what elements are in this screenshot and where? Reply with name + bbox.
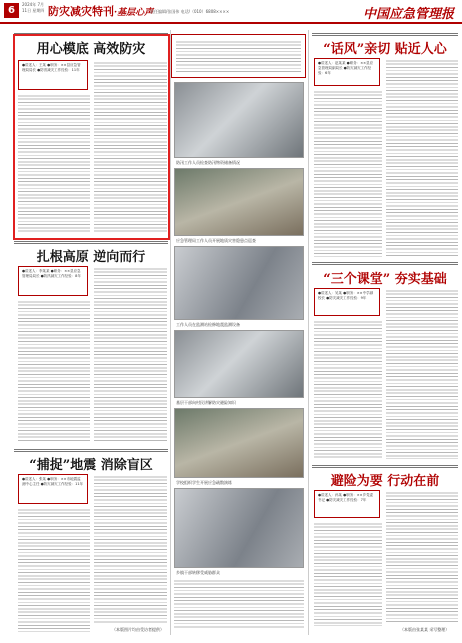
section-name: 防灾减灾特刊	[48, 5, 114, 18]
article-title: “捕捉”地震 消除盲区	[29, 458, 153, 473]
page-header	[0, 0, 462, 24]
article-note: （本版图片均由受访者提供）	[112, 627, 164, 632]
article-title: “话风”亲切 贴近人心	[323, 42, 447, 57]
page-number: 6	[4, 3, 19, 18]
photo-caption: 应急管理局工作人员开展地质灾害隐患点巡查	[176, 238, 256, 243]
editor-line: 责任编辑/张国伟 电话/（010）6808××××	[150, 9, 230, 14]
article-body	[18, 299, 90, 441]
title-rule	[312, 262, 458, 266]
photo-caption: 乡镇干部转移受威胁群众	[176, 570, 220, 575]
speaker-tag: ●讲述人：赵某某 ●职务：××县应急管理局副局长 ●防灾减灾工作经验：6年	[314, 58, 380, 86]
speaker-tag: ●讲述人：吴某 ●职务：××中学副校长 ●防灾减灾工作经验：9年	[314, 288, 380, 316]
article-body	[94, 474, 167, 624]
column-divider	[308, 30, 309, 635]
highlight-box	[13, 34, 170, 240]
article-body	[386, 288, 458, 459]
section-title	[48, 3, 153, 19]
article-body	[314, 89, 382, 257]
title-rule	[312, 465, 458, 469]
title-rule	[312, 33, 458, 37]
article-body	[314, 521, 382, 626]
photo-caption: 学校组织学生开展应急疏散演练	[176, 480, 232, 485]
photo	[174, 488, 304, 568]
section-subtitle: ·基层心声	[114, 8, 154, 18]
article-body	[386, 490, 458, 624]
article-body	[18, 507, 90, 632]
article-title: 避险为要 行动在前	[330, 474, 440, 489]
photo	[174, 246, 304, 320]
title-rule	[14, 449, 168, 453]
title-rule	[14, 241, 168, 245]
photo-caption: 工作人员在监测站检修地震监测设备	[176, 322, 240, 327]
article-title: “三个课堂” 夯实基础	[323, 272, 447, 287]
editor-note-box	[171, 34, 306, 78]
photo-caption: 基层干部向村民讲解防灾避险知识	[176, 400, 236, 405]
speaker-tag: ●讲述人：李某某 ●职务：××县应急管理局局长 ●防汛减灾工作经验：8年	[18, 266, 88, 296]
article-body	[386, 58, 458, 257]
article-title: 扎根高原 逆向而行	[36, 250, 146, 265]
photo-caption: 防汛工作人员检查防汛物资储备情况	[176, 160, 240, 165]
speaker-tag: ●讲述人：孙某 ●职务：××乡党委书记 ●防灾减灾工作经验：7年	[314, 490, 380, 518]
article-title: 用心模底 高效防灾	[36, 42, 146, 57]
speaker-tag: ●讲述人：王某 ●职务：××县应急管理局局长 ●防汛减灾工作经验：11年	[18, 60, 88, 90]
column-divider	[170, 30, 171, 635]
masthead: 中国应急管理报	[362, 7, 454, 22]
footer-note: （本版由张某某 采写整理）	[400, 627, 450, 632]
issue-date: 2024年 7月11日 星期四	[22, 2, 45, 13]
article-body	[174, 578, 304, 628]
article-body	[94, 266, 167, 441]
photo	[174, 168, 304, 236]
article-body	[314, 319, 382, 459]
speaker-tag: ●讲述人：张某 ●职务：××市地震监测中心主任 ●防灾减灾工作经验：11年	[18, 474, 88, 504]
photo	[174, 408, 304, 478]
photo	[174, 330, 304, 398]
photo	[174, 82, 304, 158]
